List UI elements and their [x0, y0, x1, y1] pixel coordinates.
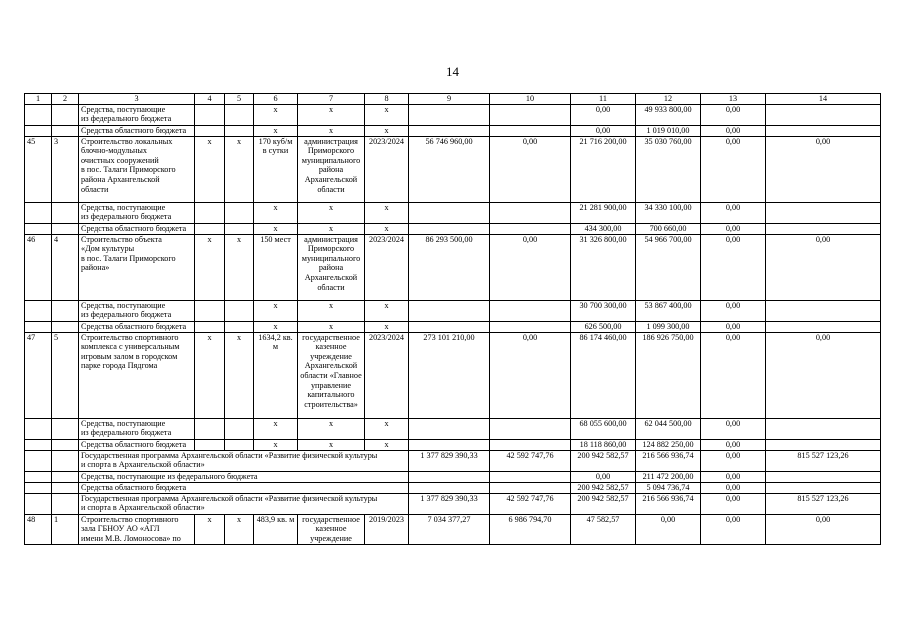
- table-cell: 34 330 100,00: [636, 202, 701, 223]
- table-cell: х: [365, 223, 409, 234]
- table-cell: 1 019 010,00: [636, 125, 701, 136]
- table-cell: 0,00: [701, 439, 766, 450]
- table-cell: 2019/2023: [365, 514, 409, 544]
- table-cell: [25, 439, 52, 450]
- table-cell: х: [225, 136, 254, 202]
- table-cell: [490, 125, 571, 136]
- column-number: 1: [25, 94, 52, 105]
- table-cell: х: [195, 136, 225, 202]
- table-cell: 1 377 829 390,33: [409, 493, 490, 514]
- table-cell: 0,00: [490, 234, 571, 300]
- table-cell: [409, 471, 490, 482]
- table-cell: 0,00: [490, 136, 571, 202]
- table-row: [25, 514, 881, 544]
- table-row: [25, 321, 881, 332]
- table-cell: 0,00: [701, 450, 766, 471]
- table-cell: 7 034 377,27: [409, 514, 490, 544]
- table-cell: 56 746 960,00: [409, 136, 490, 202]
- table-cell: [25, 300, 52, 321]
- table-cell: 86 293 500,00: [409, 234, 490, 300]
- table-cell: 170 куб/м в сутки: [254, 136, 298, 202]
- table-cell: [766, 125, 881, 136]
- column-number: 8: [365, 94, 409, 105]
- table-cell: [766, 223, 881, 234]
- table-cell: [490, 223, 571, 234]
- table-cell: [225, 202, 254, 223]
- column-number: 9: [409, 94, 490, 105]
- table-cell: 3: [52, 136, 79, 202]
- table-row: [25, 223, 881, 234]
- table-cell: [766, 418, 881, 439]
- table-cell: Средства областного бюджета: [79, 223, 195, 234]
- table-cell: 0,00: [701, 482, 766, 493]
- table-cell: [409, 482, 490, 493]
- table-cell: х: [254, 104, 298, 125]
- table-cell: 815 527 123,26: [766, 450, 881, 471]
- table-cell: [52, 125, 79, 136]
- table-cell: 49 933 800,00: [636, 104, 701, 125]
- table-cell: 2023/2024: [365, 332, 409, 418]
- table-cell: 186 926 750,00: [636, 332, 701, 418]
- table-cell: [195, 223, 225, 234]
- table-cell: 30 700 300,00: [571, 300, 636, 321]
- table-cell: 200 942 582,57: [571, 450, 636, 471]
- table-cell: [766, 300, 881, 321]
- table-cell: [52, 471, 79, 482]
- table-cell: 0,00: [571, 104, 636, 125]
- table-cell: 4: [52, 234, 79, 300]
- table-cell: 0,00: [701, 234, 766, 300]
- table-cell: [25, 418, 52, 439]
- table-cell: х: [365, 202, 409, 223]
- table-cell: 0,00: [636, 514, 701, 544]
- table-row: [25, 493, 881, 514]
- table-cell: х: [298, 439, 365, 450]
- table-cell: 18 118 860,00: [571, 439, 636, 450]
- table-cell: [225, 321, 254, 332]
- table-cell: [195, 439, 225, 450]
- table-cell: [766, 321, 881, 332]
- table-cell: Строительство спортивного зала ГБНОУ АО «АГЛ имени М.В. Ломоносова» по: [79, 514, 195, 544]
- table-cell: 42 592 747,76: [490, 450, 571, 471]
- table-cell: 0,00: [701, 136, 766, 202]
- table-cell: 0,00: [766, 234, 881, 300]
- table-cell: [52, 439, 79, 450]
- table-cell: [766, 439, 881, 450]
- table-cell: х: [365, 300, 409, 321]
- table-cell: 216 566 936,74: [636, 450, 701, 471]
- table-cell: [409, 321, 490, 332]
- table-row: [25, 439, 881, 450]
- table-cell: [225, 439, 254, 450]
- table-cell: 31 326 800,00: [571, 234, 636, 300]
- table-cell: [766, 202, 881, 223]
- budget-table: [24, 93, 881, 545]
- table-cell: [52, 223, 79, 234]
- table-cell: [225, 300, 254, 321]
- table-cell: х: [254, 223, 298, 234]
- table-cell: 0,00: [701, 321, 766, 332]
- table-cell: [195, 202, 225, 223]
- table-cell: 211 472 200,00: [636, 471, 701, 482]
- table-cell: Средства, поступающие из федерального бюджета: [79, 104, 195, 125]
- table-cell: [52, 450, 79, 471]
- column-number: 3: [79, 94, 195, 105]
- table-cell: 62 044 500,00: [636, 418, 701, 439]
- column-number: 5: [225, 94, 254, 105]
- table-cell: администрация Приморского муниципального района Архангельской области: [298, 136, 365, 202]
- table-cell: [25, 202, 52, 223]
- table-row: [25, 202, 881, 223]
- table-cell: х: [195, 234, 225, 300]
- table-cell: 483,9 кв. м: [254, 514, 298, 544]
- table-cell: 21 281 900,00: [571, 202, 636, 223]
- table-cell: [52, 321, 79, 332]
- table-cell: х: [254, 300, 298, 321]
- table-cell: 0,00: [701, 471, 766, 482]
- table-cell: 0,00: [701, 332, 766, 418]
- column-number: 11: [571, 94, 636, 105]
- table-cell: [490, 104, 571, 125]
- table-cell: 200 942 582,57: [571, 482, 636, 493]
- table-cell: 2023/2024: [365, 234, 409, 300]
- table-cell: 0,00: [766, 136, 881, 202]
- table-cell: Средства областного бюджета: [79, 482, 409, 493]
- table-cell: 0,00: [766, 332, 881, 418]
- table-cell: х: [195, 514, 225, 544]
- table-cell: [52, 202, 79, 223]
- table-cell: 150 мест: [254, 234, 298, 300]
- table-cell: 47: [25, 332, 52, 418]
- table-cell: [409, 202, 490, 223]
- table-cell: [490, 300, 571, 321]
- table-cell: [195, 104, 225, 125]
- column-number: 13: [701, 94, 766, 105]
- table-cell: х: [298, 125, 365, 136]
- table-cell: Строительство локальных блочно-модульных очистных сооружений в пос. Талаги Приморского района Архангельской области: [79, 136, 195, 202]
- table-cell: [25, 450, 52, 471]
- table-cell: 0,00: [701, 514, 766, 544]
- table-cell: Средства областного бюджета: [79, 321, 195, 332]
- table-cell: [25, 482, 52, 493]
- table-cell: 0,00: [701, 104, 766, 125]
- table-row: [25, 136, 881, 202]
- column-number: 7: [298, 94, 365, 105]
- table-cell: 35 030 760,00: [636, 136, 701, 202]
- table-cell: [409, 104, 490, 125]
- table-cell: Государственная программа Архангельской области «Развитие физической культуры и спорта в Архангельской области»: [79, 493, 409, 514]
- table-cell: [195, 418, 225, 439]
- table-cell: х: [298, 418, 365, 439]
- table-cell: х: [225, 234, 254, 300]
- table-cell: [25, 125, 52, 136]
- table-cell: 5: [52, 332, 79, 418]
- table-cell: [225, 418, 254, 439]
- table-cell: 0,00: [571, 471, 636, 482]
- table-cell: 0,00: [701, 493, 766, 514]
- column-number: 10: [490, 94, 571, 105]
- table-cell: 0,00: [701, 202, 766, 223]
- table-cell: 0,00: [490, 332, 571, 418]
- table-cell: х: [254, 439, 298, 450]
- table-cell: Строительство спортивного комплекса с универсальным игровым залом в городском парке города Пядгома: [79, 332, 195, 418]
- table-cell: Строительство объекта «Дом культуры в пос. Талаги Приморского района»: [79, 234, 195, 300]
- table-cell: [25, 493, 52, 514]
- table-cell: [225, 125, 254, 136]
- table-cell: [52, 482, 79, 493]
- column-number: 2: [52, 94, 79, 105]
- table-cell: [195, 300, 225, 321]
- table-cell: [409, 439, 490, 450]
- column-number: 14: [766, 94, 881, 105]
- table-cell: Средства областного бюджета: [79, 439, 195, 450]
- table-cell: [52, 104, 79, 125]
- table-cell: 42 592 747,76: [490, 493, 571, 514]
- table-cell: 54 966 700,00: [636, 234, 701, 300]
- table-row: [25, 471, 881, 482]
- table-cell: Средства, поступающие из федерального бюджета: [79, 202, 195, 223]
- table-cell: х: [365, 125, 409, 136]
- table-cell: 0,00: [701, 418, 766, 439]
- table-cell: 0,00: [766, 514, 881, 544]
- table-cell: [766, 104, 881, 125]
- table-cell: 1634,2 кв. м: [254, 332, 298, 418]
- table-cell: х: [365, 418, 409, 439]
- table-cell: х: [365, 321, 409, 332]
- table-cell: Средства, поступающие из федерального бюджета: [79, 471, 409, 482]
- table-cell: 21 716 200,00: [571, 136, 636, 202]
- table-cell: [225, 223, 254, 234]
- table-cell: х: [298, 104, 365, 125]
- table-cell: х: [365, 104, 409, 125]
- table-row: [25, 332, 881, 418]
- table-cell: 815 527 123,26: [766, 493, 881, 514]
- table-cell: 0,00: [701, 125, 766, 136]
- table-cell: 86 174 460,00: [571, 332, 636, 418]
- table-cell: [490, 418, 571, 439]
- table-cell: 1: [52, 514, 79, 544]
- table-cell: х: [254, 321, 298, 332]
- table-cell: Средства, поступающие из федерального бюджета: [79, 418, 195, 439]
- table-cell: х: [298, 223, 365, 234]
- table-cell: [195, 321, 225, 332]
- table-cell: [195, 125, 225, 136]
- table-cell: х: [298, 202, 365, 223]
- table-row: [25, 104, 881, 125]
- table-cell: 0,00: [571, 125, 636, 136]
- table-cell: Средства, поступающие из федерального бюджета: [79, 300, 195, 321]
- table-cell: государственное казенное учреждение: [298, 514, 365, 544]
- table-cell: 700 660,00: [636, 223, 701, 234]
- table-cell: [490, 202, 571, 223]
- table-cell: 45: [25, 136, 52, 202]
- table-cell: х: [254, 202, 298, 223]
- table-row: [25, 234, 881, 300]
- table-cell: [25, 104, 52, 125]
- table-cell: [25, 223, 52, 234]
- table-cell: [490, 482, 571, 493]
- table-cell: 48: [25, 514, 52, 544]
- page-number: 14: [446, 64, 459, 79]
- table-cell: [409, 418, 490, 439]
- table-row: [25, 418, 881, 439]
- table-cell: 1 099 300,00: [636, 321, 701, 332]
- table-cell: 0,00: [701, 223, 766, 234]
- column-number: 4: [195, 94, 225, 105]
- table-row: [25, 125, 881, 136]
- table-cell: Государственная программа Архангельской области «Развитие физической культуры и спорта в Архангельской области»: [79, 450, 409, 471]
- table-cell: [490, 321, 571, 332]
- table-cell: [409, 300, 490, 321]
- table-cell: 2023/2024: [365, 136, 409, 202]
- table-row: [25, 482, 881, 493]
- table-cell: [52, 418, 79, 439]
- table-cell: [25, 321, 52, 332]
- table-cell: 626 500,00: [571, 321, 636, 332]
- table-cell: 200 942 582,57: [571, 493, 636, 514]
- table-cell: 0,00: [701, 300, 766, 321]
- table-row: [25, 300, 881, 321]
- table-cell: [52, 300, 79, 321]
- table-row: [25, 450, 881, 471]
- column-number: 6: [254, 94, 298, 105]
- table-cell: администрация Приморского муниципального района Архангельской области: [298, 234, 365, 300]
- table-cell: х: [298, 300, 365, 321]
- table-cell: [25, 471, 52, 482]
- table-cell: 5 094 736,74: [636, 482, 701, 493]
- table-cell: 47 582,57: [571, 514, 636, 544]
- table-cell: [766, 471, 881, 482]
- table-cell: 273 101 210,00: [409, 332, 490, 418]
- table-cell: 124 882 250,00: [636, 439, 701, 450]
- table-cell: х: [298, 321, 365, 332]
- table-cell: [766, 482, 881, 493]
- table-cell: 53 867 400,00: [636, 300, 701, 321]
- table-cell: х: [254, 418, 298, 439]
- table-cell: 68 055 600,00: [571, 418, 636, 439]
- table-cell: Средства областного бюджета: [79, 125, 195, 136]
- table-cell: х: [254, 125, 298, 136]
- table-cell: [52, 493, 79, 514]
- table-cell: государственное казенное учреждение Архангельской области «Главное управление капитального строительства»: [298, 332, 365, 418]
- table-cell: 434 300,00: [571, 223, 636, 234]
- table-cell: 46: [25, 234, 52, 300]
- table-cell: х: [365, 439, 409, 450]
- table-cell: [225, 104, 254, 125]
- table-cell: [409, 125, 490, 136]
- column-number: 12: [636, 94, 701, 105]
- table-cell: 216 566 936,74: [636, 493, 701, 514]
- table-cell: [490, 439, 571, 450]
- table-cell: 6 986 794,70: [490, 514, 571, 544]
- table-cell: [490, 471, 571, 482]
- table-cell: х: [195, 332, 225, 418]
- table-header-row: [25, 94, 881, 105]
- table-cell: х: [225, 332, 254, 418]
- table-cell: х: [225, 514, 254, 544]
- table-cell: [409, 223, 490, 234]
- table-cell: 1 377 829 390,33: [409, 450, 490, 471]
